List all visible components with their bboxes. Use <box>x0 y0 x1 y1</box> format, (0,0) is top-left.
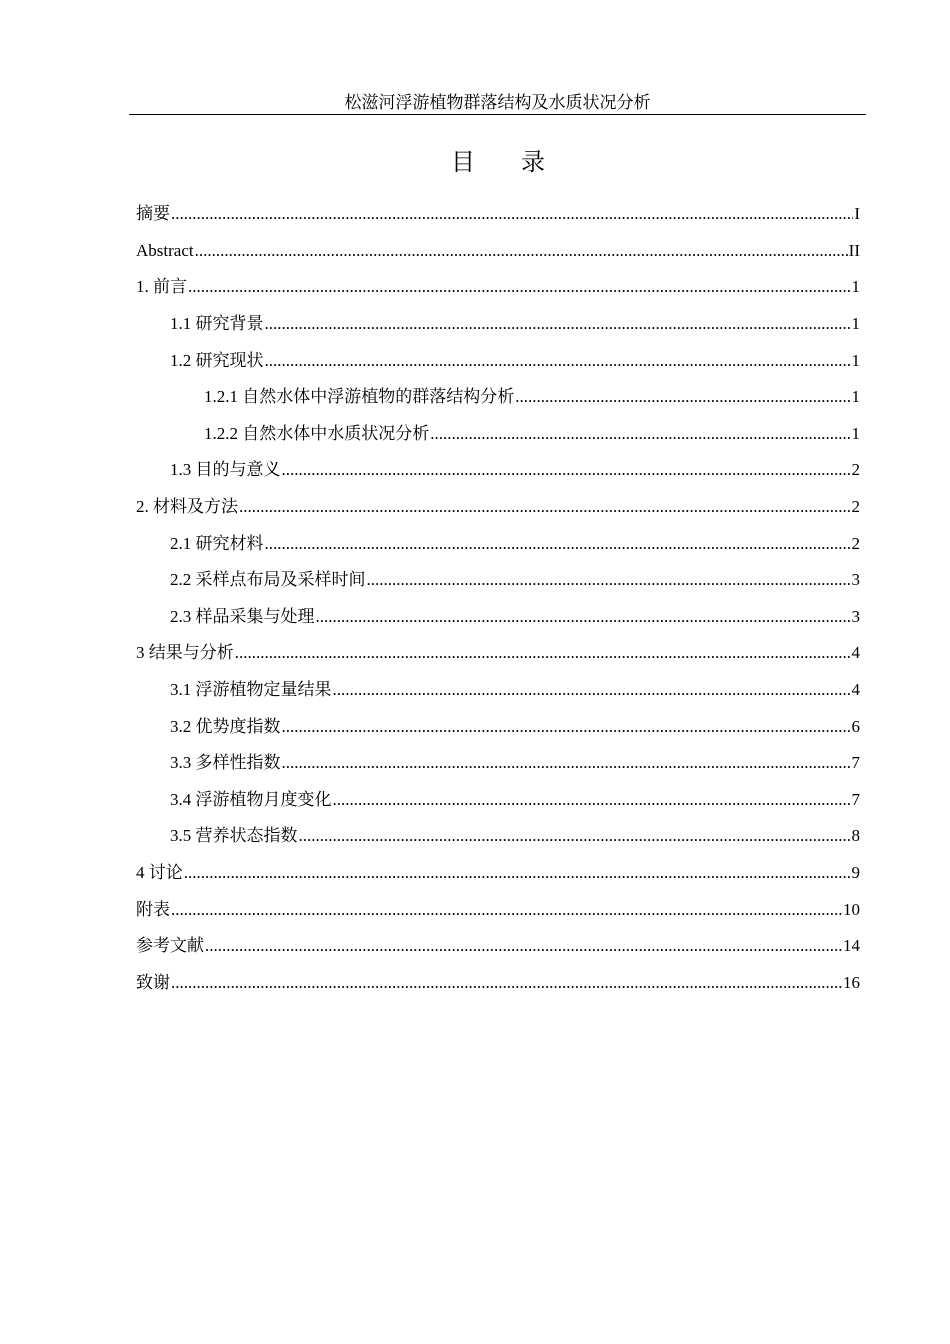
toc-entry-page: II <box>848 240 860 260</box>
toc-entry-label: 参考文献 <box>136 936 204 956</box>
toc-entry-3-2[interactable] <box>136 708 860 745</box>
toc-entry-label: 3.2 优势度指数 <box>170 716 281 736</box>
toc-entry-1-2-2[interactable] <box>136 416 860 453</box>
toc-entry-page: I <box>854 204 860 224</box>
toc-title-char-1: 目 <box>451 150 475 176</box>
toc-entry-abstract-cn[interactable] <box>136 196 860 233</box>
toc-entry-3-3[interactable] <box>136 745 860 782</box>
toc-entry-page: 9 <box>851 862 860 882</box>
toc-dot-leader <box>367 569 851 591</box>
toc-entry-label: 2.1 研究材料 <box>170 533 264 553</box>
toc-entry-label: 4 讨论 <box>136 862 183 882</box>
toc-entry-3-4[interactable] <box>136 782 860 819</box>
toc-dot-leader <box>333 789 851 811</box>
toc-entry-3-1[interactable] <box>136 672 860 709</box>
toc-dot-leader <box>265 533 851 555</box>
toc-entry-page: 1 <box>851 423 860 443</box>
toc-entry-page: 1 <box>851 277 860 297</box>
toc-entry-page: 2 <box>851 497 860 517</box>
toc-dot-leader <box>205 935 842 957</box>
toc-entry-label: 1.2 研究现状 <box>170 350 264 370</box>
toc-entry-1-3[interactable] <box>136 452 860 489</box>
toc-dot-leader <box>265 313 851 335</box>
toc-entry-label: 1.2.2 自然水体中水质状况分析 <box>204 423 430 443</box>
toc-entry-page: 2 <box>851 533 860 553</box>
toc-title <box>0 146 950 180</box>
table-of-contents <box>136 196 860 1001</box>
toc-dot-leader <box>235 642 851 664</box>
toc-entry-page: 1 <box>851 350 860 370</box>
toc-entry-label: 3.5 营养状态指数 <box>170 826 298 846</box>
toc-entry-2[interactable] <box>136 489 860 526</box>
toc-entry-page: 16 <box>843 972 860 992</box>
toc-entry-3-5[interactable] <box>136 818 860 855</box>
toc-entry-2-3[interactable] <box>136 599 860 636</box>
toc-dot-leader <box>282 752 851 774</box>
toc-dot-leader <box>171 203 853 225</box>
toc-entry-label: 1. 前言 <box>136 277 187 297</box>
toc-entry-1[interactable] <box>136 269 860 306</box>
toc-dot-leader <box>316 606 851 628</box>
toc-entry-page: 4 <box>851 680 860 700</box>
toc-entry-label: 3.1 浮游植物定量结果 <box>170 680 332 700</box>
toc-entry-page: 14 <box>843 936 860 956</box>
toc-entry-page: 7 <box>851 789 860 809</box>
toc-entry-label: 2.2 采样点布局及采样时间 <box>170 570 366 590</box>
toc-entry-label: 3 结果与分析 <box>136 643 234 663</box>
toc-entry-page: 10 <box>843 899 860 919</box>
toc-entry-label: 2. 材料及方法 <box>136 497 238 517</box>
toc-entry-label: 附表 <box>136 899 170 919</box>
toc-dot-leader <box>195 240 848 262</box>
toc-entry-2-2[interactable] <box>136 562 860 599</box>
toc-entry-page: 7 <box>851 753 860 773</box>
toc-entry-page: 3 <box>851 606 860 626</box>
toc-dot-leader <box>282 459 851 481</box>
toc-entry-label: 1.1 研究背景 <box>170 314 264 334</box>
toc-entry-page: 1 <box>851 314 860 334</box>
toc-entry-label: 3.3 多样性指数 <box>170 753 281 773</box>
toc-dot-leader <box>239 496 851 518</box>
toc-entry-1-1[interactable] <box>136 306 860 343</box>
toc-entry-appendix[interactable] <box>136 891 860 928</box>
toc-entry-page: 8 <box>851 826 860 846</box>
toc-entry-2-1[interactable] <box>136 525 860 562</box>
toc-dot-leader <box>430 423 850 445</box>
toc-dot-leader <box>171 899 842 921</box>
toc-entry-abstract-en[interactable] <box>136 233 860 270</box>
toc-entry-label: 3.4 浮游植物月度变化 <box>170 789 332 809</box>
toc-dot-leader <box>184 862 851 884</box>
toc-entry-label: 2.3 样品采集与处理 <box>170 606 315 626</box>
toc-entry-4[interactable] <box>136 855 860 892</box>
toc-dot-leader <box>171 972 842 994</box>
toc-entry-label: 1.3 目的与意义 <box>170 460 281 480</box>
toc-entry-1-2[interactable] <box>136 342 860 379</box>
toc-entry-references[interactable] <box>136 928 860 965</box>
toc-entry-label: 1.2.1 自然水体中浮游植物的群落结构分析 <box>204 387 515 407</box>
toc-entry-page: 3 <box>851 570 860 590</box>
toc-dot-leader <box>188 276 851 298</box>
running-header-title: 松滋河浮游植物群落结构及水质状况分析 <box>344 93 651 112</box>
toc-entry-label: 致谢 <box>136 972 170 992</box>
toc-entry-1-2-1[interactable] <box>136 379 860 416</box>
running-header <box>129 92 866 115</box>
toc-entry-3[interactable] <box>136 635 860 672</box>
toc-entry-label: Abstract <box>136 240 194 260</box>
toc-dot-leader <box>265 350 851 372</box>
toc-entry-page: 1 <box>851 387 860 407</box>
toc-entry-page: 2 <box>851 460 860 480</box>
toc-title-char-2: 录 <box>521 150 545 176</box>
toc-dot-leader <box>299 825 851 847</box>
toc-entry-acknowledgements[interactable] <box>136 964 860 1001</box>
toc-entry-page: 4 <box>851 643 860 663</box>
toc-entry-label: 摘要 <box>136 204 170 224</box>
toc-dot-leader <box>282 716 851 738</box>
toc-entry-page: 6 <box>851 716 860 736</box>
toc-dot-leader <box>333 679 851 701</box>
toc-dot-leader <box>515 386 850 408</box>
